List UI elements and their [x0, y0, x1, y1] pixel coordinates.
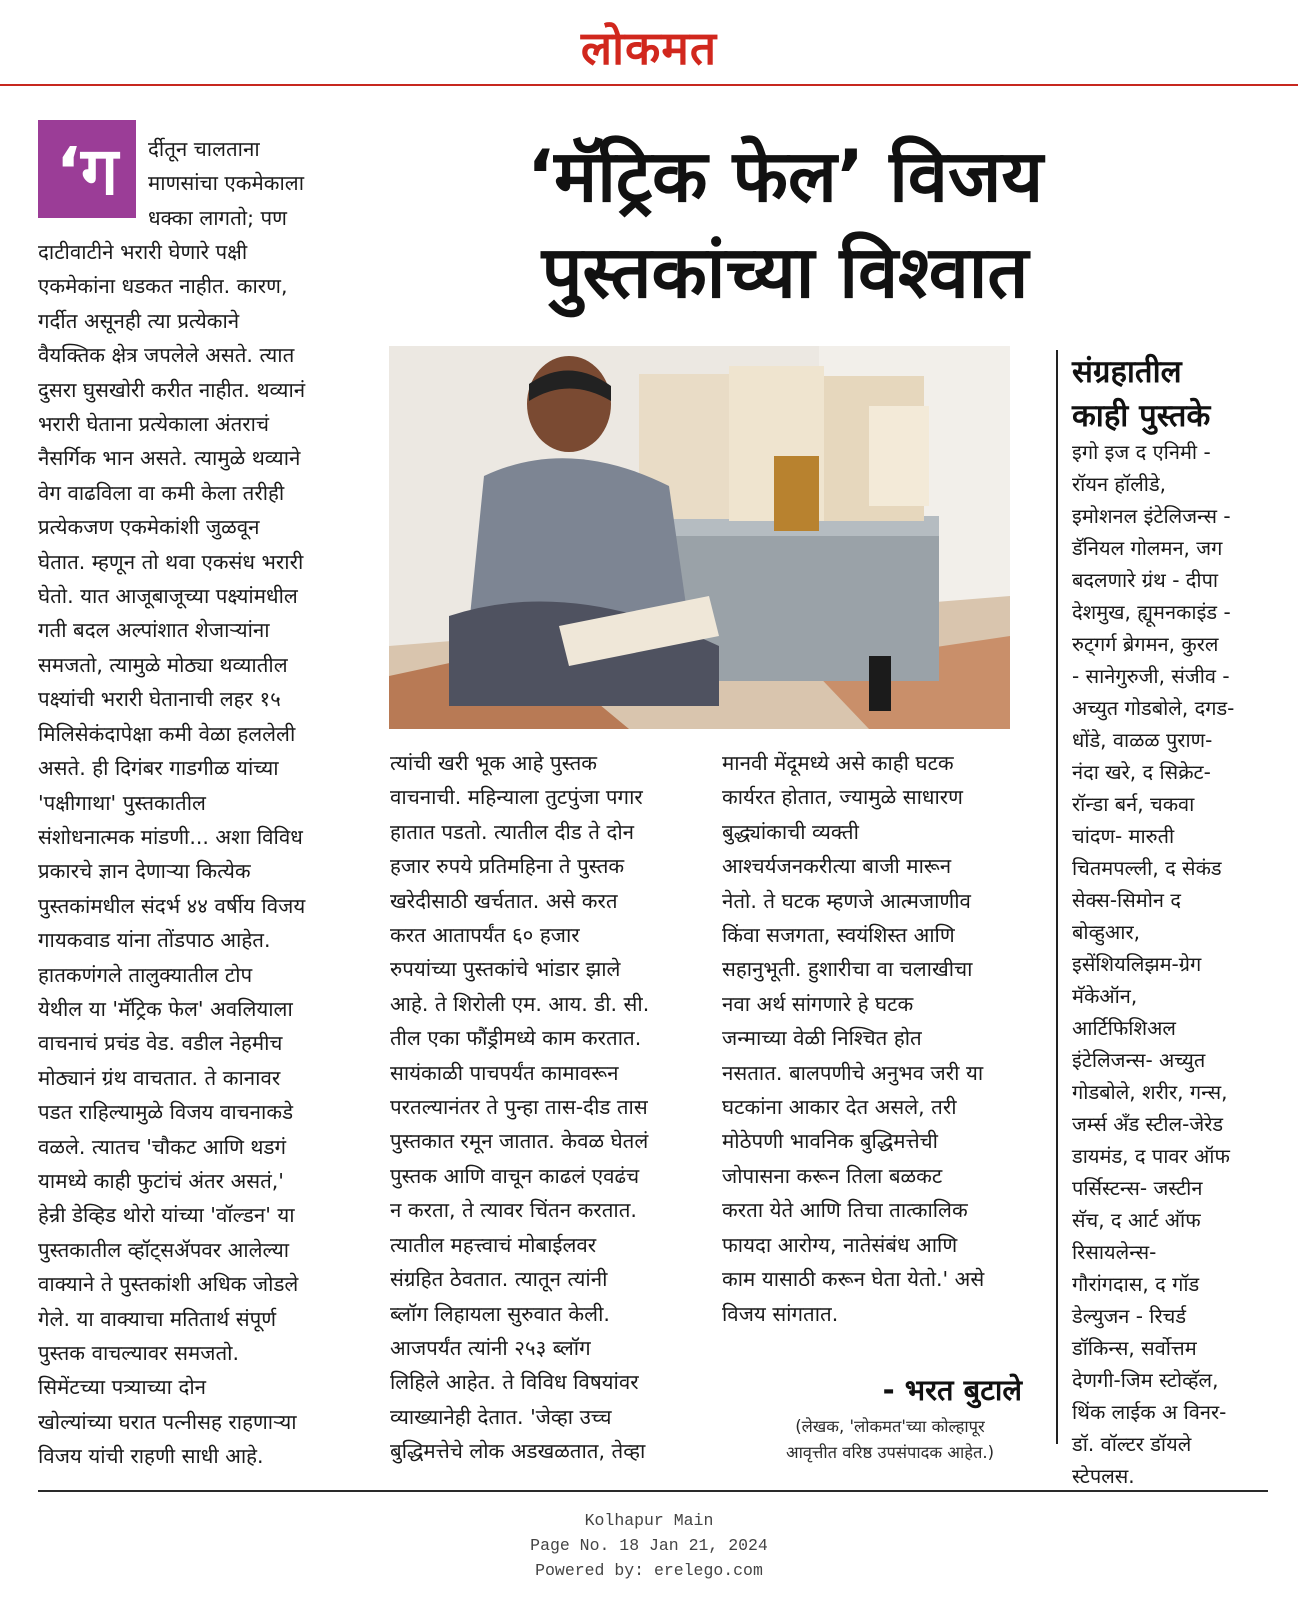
text-line: गौरांगदास, द गॉड: [1072, 1272, 1200, 1296]
text-line: सॅच, द आर्ट ऑफ: [1072, 1208, 1201, 1232]
text-line: मिलिसेकंदापेक्षा कमी वेळा हललेली: [38, 721, 296, 746]
text-line: प्रत्येकजण एकमेकांशी जुळवून: [38, 515, 260, 540]
text-line: वळले. त्यातच 'चौकट आणि थडगं: [38, 1134, 287, 1159]
text-line: डॉकिन्स, सर्वोत्तम: [1072, 1336, 1197, 1360]
text-line: एकमेकांना धडकत नाहीत. कारण,: [38, 274, 288, 299]
text-line: जन्माच्या वेळी निश्चित होत: [722, 1026, 922, 1051]
text-line: आर्टिफिशिअल: [1072, 1016, 1176, 1040]
text-line: वाक्याने ते पुस्तकांशी अधिक जोडले: [38, 1272, 299, 1297]
text-line: वेग वाढविला वा कमी केला तरीही: [38, 480, 285, 505]
text-line: रिसायलेन्स-: [1072, 1240, 1157, 1264]
text-line: मोठ्यानं ग्रंथ वाचतात. ते कानावर: [38, 1065, 281, 1090]
text-line: हातात पडतो. त्यातील दीड ते दोन: [390, 819, 635, 844]
text-line: समजतो, त्यामुळे मोठ्या थव्यातील: [38, 652, 288, 677]
text-line: नसतात. बालपणीचे अनुभव जरी या: [722, 1060, 984, 1085]
text-line: देणगी-जिम स्टोव्हॅल,: [1072, 1368, 1219, 1392]
text-line: संग्रहातील: [1072, 354, 1182, 390]
text-line: पुस्तक आणि वाचून काढलं एवढंच: [390, 1163, 640, 1188]
text-line: विजय सांगतात.: [722, 1301, 839, 1326]
text-line: बोव्हुआर,: [1072, 920, 1140, 944]
text-line: किंवा सजगता, स्वयंशिस्त आणि: [722, 923, 955, 948]
text-line: लिहिले आहेत. ते विविध विषयांवर: [390, 1370, 639, 1395]
text-line: करता येते आणि तिचा तात्कालिक: [722, 1198, 968, 1223]
text-line: इमोशनल इंटेलिजन्स -: [1072, 504, 1231, 528]
text-line: गायकवाड यांना तोंडपाठ आहेत.: [38, 928, 271, 953]
text-line: घटकांना आकार देत असले, तरी: [722, 1095, 957, 1120]
text-line: प्रकारचे ज्ञान देणाऱ्या कित्येक: [38, 859, 251, 884]
text-line: हेन्री डेव्हिड थोरो यांच्या 'वॉल्डन' या: [38, 1203, 295, 1228]
text-line: इंटेलिजन्स- अच्युत: [1072, 1048, 1206, 1072]
headline: [390, 128, 1180, 320]
text-line: र्दीतून चालताना: [148, 137, 260, 161]
text-line: विजय यांची राहणी साधी आहे.: [38, 1444, 264, 1469]
text-line: इगो इज द एनिमी -: [1072, 440, 1211, 464]
text-line: माणसांचा एकमेकाला: [148, 171, 305, 196]
text-line: मॅकेऑन,: [1072, 984, 1138, 1008]
text-line: पुस्तक वाचल्यावर समजतो.: [38, 1341, 239, 1365]
footer: [0, 1508, 1298, 1583]
masthead: [0, 0, 1298, 86]
text-line: स्टेपलस.: [1072, 1464, 1135, 1488]
bottom-divider: [38, 1490, 1268, 1492]
text-line: दाटीवाटीने भरारी घेणारे पक्षी: [38, 240, 248, 264]
text-line: वाचनाचं प्रचंड वेड. वडील नेहमीच: [38, 1031, 283, 1056]
text-line: घेतो. यात आजूबाजूच्या पक्ष्यांमधील: [38, 584, 298, 609]
text-line: देशमुख, ह्यूमनकाइंड -: [1072, 600, 1231, 624]
text-line: भरारी घेताना प्रत्येकाला अंतराचं: [38, 412, 269, 437]
text-line: हातकणंगले तालुक्यातील टोप: [38, 962, 253, 987]
edition-label: Kolhapur Main: [584, 1511, 714, 1530]
lokmat-logo: लोकमत: [580, 21, 718, 75]
powered-by: Powered by: erelego.com: [535, 1561, 763, 1580]
text-line: परतल्यानंतर ते पुन्हा तास-दीड तास: [390, 1095, 648, 1120]
text-line: आश्चर्यजनकरीत्या बाजी मारून: [722, 854, 952, 879]
text-line: न करता, ते त्यावर चिंतन करतात.: [390, 1198, 637, 1223]
text-line: नंदा खरे, द सिक्रेट-: [1072, 760, 1211, 784]
text-line: खरेदीसाठी खर्चतात. असे करत: [390, 888, 618, 913]
text-line: कार्यरत होतात, ज्यामुळे साधारण: [722, 785, 964, 810]
text-line: गोडबोले, शरीर, गन्स,: [1072, 1080, 1228, 1104]
text-line: खोल्यांच्या घरात पत्नीसह राहणाऱ्या: [38, 1409, 297, 1434]
text-line: असते. ही दिगंबर गाडगीळ यांच्या: [38, 756, 279, 781]
text-line: नैसर्गिक भान असते. त्यामुळे थव्याने: [38, 446, 301, 471]
text-line: रुपयांच्या पुस्तकांचे भांडार झाले: [390, 957, 621, 982]
text-line: जर्म्स अँड स्टील-जेरेड: [1072, 1112, 1224, 1136]
text-line: थिंक लाईक अ विनर-: [1072, 1400, 1227, 1424]
text-line: त्यातील महत्त्वाचं मोबाईलवर: [390, 1232, 597, 1257]
article-column-2: [390, 746, 690, 1469]
text-line: हजार रुपये प्रतिमहिना ते पुस्तक: [390, 854, 625, 879]
text-line: त्यांची खरी भूक आहे पुस्तक: [390, 751, 598, 775]
text-line: गर्दीत असूनही त्या प्रत्येकाने: [38, 308, 240, 333]
text-line: घेतात. म्हणून तो थवा एकसंध भरारी: [38, 549, 304, 574]
drop-cap: ‘ग: [38, 120, 136, 218]
text-line: पर्सिस्टन्स- जस्टीन: [1072, 1176, 1203, 1200]
text-line: अच्युत गोडबोले, दगड-: [1072, 696, 1235, 720]
text-line: धक्का लागतो; पण: [148, 205, 287, 230]
article-photo: [389, 346, 1010, 729]
text-line: रॉन्डा बर्न, चकवा: [1072, 792, 1195, 816]
text-line: धोंडे, वाळळ पुराण-: [1072, 728, 1213, 752]
text-line: रॉयन हॉलीडे,: [1072, 472, 1167, 496]
text-line: संशोधनात्मक मांडणी... अशा विविध: [38, 824, 303, 849]
text-line: चितमपल्ली, द सेकंड: [1072, 856, 1222, 880]
text-line: रुट्गर्ग ब्रेगमन, कुरल: [1072, 632, 1219, 656]
text-line: सेक्स-सिमोन द: [1072, 888, 1181, 912]
text-line: डेल्युजन - रिचर्ड: [1072, 1304, 1187, 1328]
text-line: तील एका फौंड्रीमध्ये काम करतात.: [390, 1026, 642, 1051]
text-line: आहे. ते शिरोली एम. आय. डी. सी.: [390, 991, 650, 1016]
text-line: 'पक्षीगाथा' पुस्तकातील: [38, 790, 206, 815]
sidebar-book-list: [1072, 436, 1272, 1492]
text-line: बदलणारे ग्रंथ - दीपा: [1072, 568, 1219, 592]
text-line: बुद्ध्यांकाची व्यक्ती: [722, 819, 859, 844]
text-line: (लेखक, 'लोकमत'च्या कोल्हापूर: [795, 1417, 985, 1436]
author-note: [755, 1414, 1025, 1466]
text-line: पक्ष्यांची भरारी घेतानाची लहर १५: [38, 687, 281, 712]
text-line: चांदण- मारुती: [1072, 824, 1175, 848]
text-line: गती बदल अल्पांशात शेजाऱ्यांना: [38, 618, 270, 643]
text-line: बुद्धिमत्तेचे लोक अडखळतात, तेव्हा: [390, 1439, 646, 1464]
byline: - भरत बुटाले: [882, 1373, 1022, 1407]
text-line: फायदा आरोग्य, नातेसंबंध आणि: [722, 1232, 958, 1257]
page-date: Page No. 18 Jan 21, 2024: [530, 1536, 768, 1555]
man-reading-photo: [389, 346, 1010, 729]
sidebar-title: [1072, 350, 1282, 438]
text-line: काम यासाठी करून घेता येतो.' असे: [722, 1267, 985, 1292]
sidebar-divider: [1056, 350, 1058, 1444]
text-line: यामध्ये काही फुटांचं अंतर असतं,': [38, 1168, 284, 1193]
text-line: पुस्तकात रमून जातात. केवळ घेतलं: [390, 1129, 649, 1154]
text-line: डॅनियल गोलमन, जग: [1072, 536, 1223, 560]
text-line: गेले. या वाक्याचा मतितार्थ संपूर्ण: [38, 1306, 277, 1331]
text-line: जोपासना करून तिला बळकट: [722, 1163, 943, 1188]
text-line: - सानेगुरुजी, संजीव -: [1072, 664, 1230, 688]
text-line: ब्लॉग लिहायला सुरुवात केली.: [390, 1301, 610, 1326]
text-line: मोठेपणी भावनिक बुद्धिमत्तेची: [722, 1129, 938, 1154]
text-line: सिमेंटच्या पत्र्याच्या दोन: [38, 1375, 207, 1400]
text-line: वाचनाची. महिन्याला तुटपुंजा पगार: [390, 785, 643, 810]
text-line: ‘मॅट्रिक फेल’ विजय: [526, 134, 1044, 218]
text-line: करत आतापर्यंत ६० हजार: [390, 923, 580, 948]
text-line: आजपर्यंत त्यांनी २५३ ब्लॉग: [390, 1335, 591, 1360]
text-line: मानवी मेंदूमध्ये असे काही घटक: [722, 751, 954, 775]
text-line: आवृत्तीत वरिष्ठ उपसंपादक आहेत.): [785, 1443, 995, 1462]
article-column-1: [38, 235, 358, 1474]
intro-lines: [148, 132, 358, 235]
text-line: दुसरा घुसखोरी करीत नाहीत. थव्यानं: [38, 377, 306, 402]
text-line: काही पुस्तके: [1072, 398, 1211, 434]
text-line: व्याख्यानेही देतात. 'जेव्हा उच्च: [390, 1404, 612, 1429]
text-line: संग्रहित ठेवतात. त्यातून त्यांनी: [390, 1267, 608, 1292]
text-line: पुस्तकातील व्हॉट्सॲपवर आलेल्या: [38, 1237, 290, 1262]
text-line: सहानुभूती. हुशारीचा वा चलाखीचा: [722, 957, 973, 982]
text-line: पडत राहिल्यामुळे विजय वाचनाकडे: [38, 1100, 294, 1125]
text-line: पुस्तकांच्या विश्वात: [541, 230, 1029, 314]
article-column-3: [722, 746, 1022, 1331]
text-line: पुस्तकांमधील संदर्भ ४४ वर्षीय विजय: [38, 893, 306, 918]
text-line: नवा अर्थ सांगणारे हे घटक: [722, 991, 914, 1016]
text-line: वैयक्तिक क्षेत्र जपलेले असते. त्यात: [38, 343, 295, 368]
text-line: सायंकाळी पाचपर्यंत कामावरून: [390, 1060, 619, 1085]
text-line: येथील या 'मॅट्रिक फेल' अवलियाला: [38, 996, 293, 1021]
text-line: नेतो. ते घटक म्हणजे आत्मजाणीव: [722, 888, 971, 913]
text-line: डायमंड, द पावर ऑफ: [1072, 1144, 1230, 1168]
text-line: डॉ. वॉल्टर डॉयले: [1072, 1432, 1192, 1456]
text-line: इसेंशियलिझम-ग्रेग: [1072, 952, 1202, 976]
